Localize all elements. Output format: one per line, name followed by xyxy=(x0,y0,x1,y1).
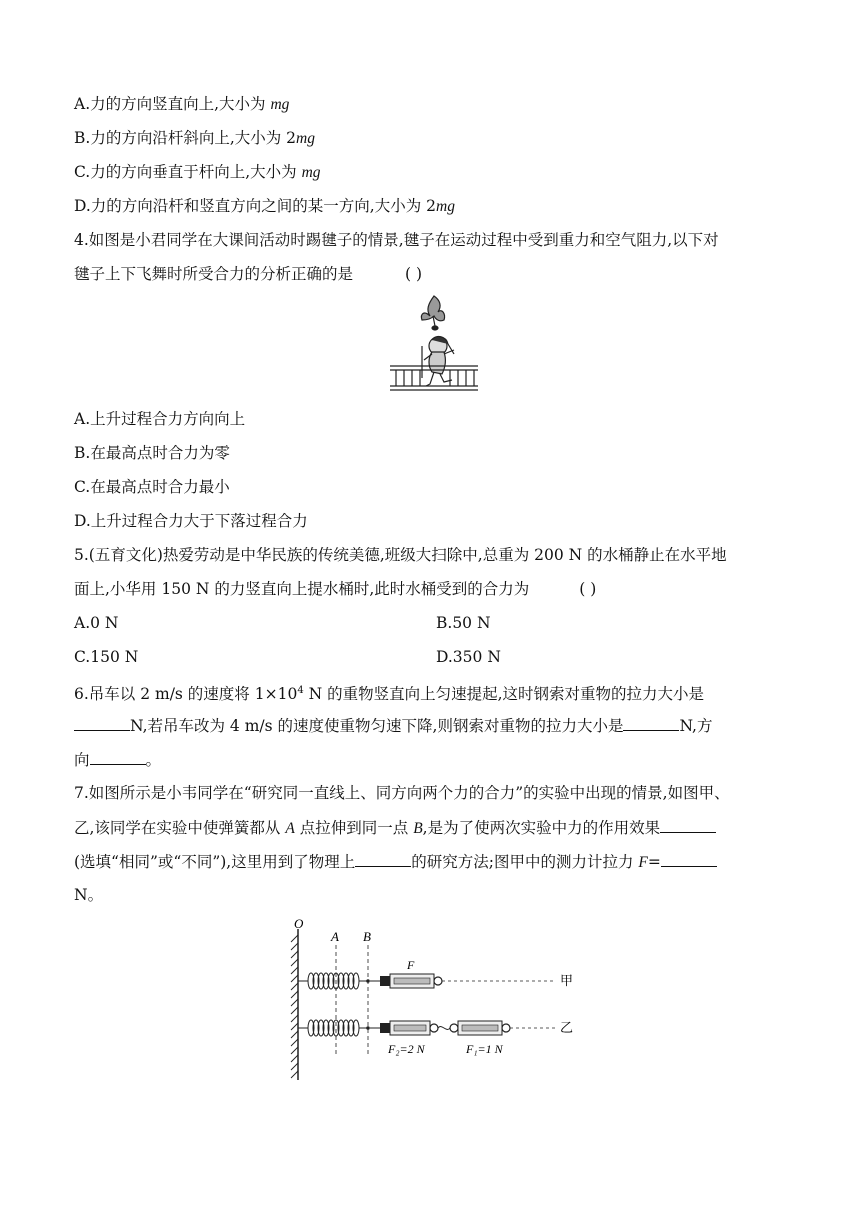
answer-blank xyxy=(623,714,679,731)
q3-option-c: C.力的方向垂直于杆向上,大小为 mg xyxy=(74,163,321,181)
q5-option-c: C.150 N xyxy=(74,648,139,666)
label-a: A xyxy=(331,929,339,944)
shuttlecock-illustration xyxy=(388,294,480,394)
answer-blank xyxy=(74,714,130,731)
label-jia: 甲 xyxy=(560,973,574,988)
q7-stem-line1: 7.如图所示是小韦同学在“研究同一直线上、同方向两个力的合力”的实验中出现的情景,如图甲、 xyxy=(74,784,730,802)
q6-stem-line1: 6.吊车以 2 m/s 的速度将 $1\times 10^4$ N 的重物竖直向上匀速提起,这时钢索对重物的拉力大小是 xyxy=(74,685,705,704)
q4-option-c: C.在最高点时合力最小 xyxy=(74,478,230,496)
label-yi: 乙 xyxy=(560,1020,574,1035)
label-o: O xyxy=(294,916,304,931)
answer-blank xyxy=(661,850,717,867)
label-f1: F₁=1 N xyxy=(466,1042,503,1056)
q7-stem-line4: N。 xyxy=(74,886,104,904)
q7-stem-line3: (选填“相同”或“不同”),这里用到了物理上 的研究方法;图甲中的测力计拉力 F= xyxy=(74,850,717,874)
q3-option-d: D.力的方向沿杆和竖直方向之间的某一方向,大小为 2mg xyxy=(74,197,455,215)
q5-stem-line1: 5.(五育文化)热爱劳动是中华民族的传统美德,班级大扫除中,总重为 200 N 的水桶静止在水平地 xyxy=(74,546,727,564)
q5-stem-line2: 面上,小华用 150 N 的力竖直向上提水桶时,此时水桶受到的合力为 ( ) xyxy=(74,580,597,598)
label-b: B xyxy=(363,929,371,944)
q4-stem-line2: 毽子上下飞舞时所受合力的分析正确的是 ( ) xyxy=(74,265,423,283)
q4-option-b: B.在最高点时合力为零 xyxy=(74,444,230,462)
label-f: F xyxy=(407,958,415,972)
label-f2: F₂=2 N xyxy=(388,1042,425,1056)
q3-option-a: A.力的方向竖直向上,大小为 mg xyxy=(74,95,290,113)
answer-blank xyxy=(660,816,716,833)
answer-paren: ( ) xyxy=(405,265,423,283)
q5-option-b: B.50 N xyxy=(436,614,491,632)
q3-option-b: B.力的方向沿杆斜向上,大小为 2mg xyxy=(74,129,315,147)
q5-option-a: A.0 N xyxy=(74,614,119,632)
q4-option-d: D.上升过程合力大于下落过程合力 xyxy=(74,512,308,530)
q6-stem-line2: N,若吊车改为 4 m/s 的速度使重物匀速下降,则钢索对重物的拉力大小是 N,方 xyxy=(74,714,712,737)
q4-stem-line1: 4.如图是小君同学在大课间活动时踢毽子的情景,毽子在运动过程中受到重力和空气阻力,以下对 xyxy=(74,231,719,249)
q6-stem-line3: 向 。 xyxy=(74,748,161,771)
answer-blank xyxy=(90,748,146,765)
answer-blank xyxy=(355,850,411,867)
spring-experiment-figure xyxy=(284,915,584,1085)
q4-option-a: A.上升过程合力方向向上 xyxy=(74,410,246,428)
q7-stem-line2: 乙,该同学在实验中使弹簧都从 A 点拉伸到同一点 B,是为了使两次实验中力的作用效果 xyxy=(74,816,716,840)
q5-option-d: D.350 N xyxy=(436,648,501,666)
answer-paren: ( ) xyxy=(579,580,597,598)
